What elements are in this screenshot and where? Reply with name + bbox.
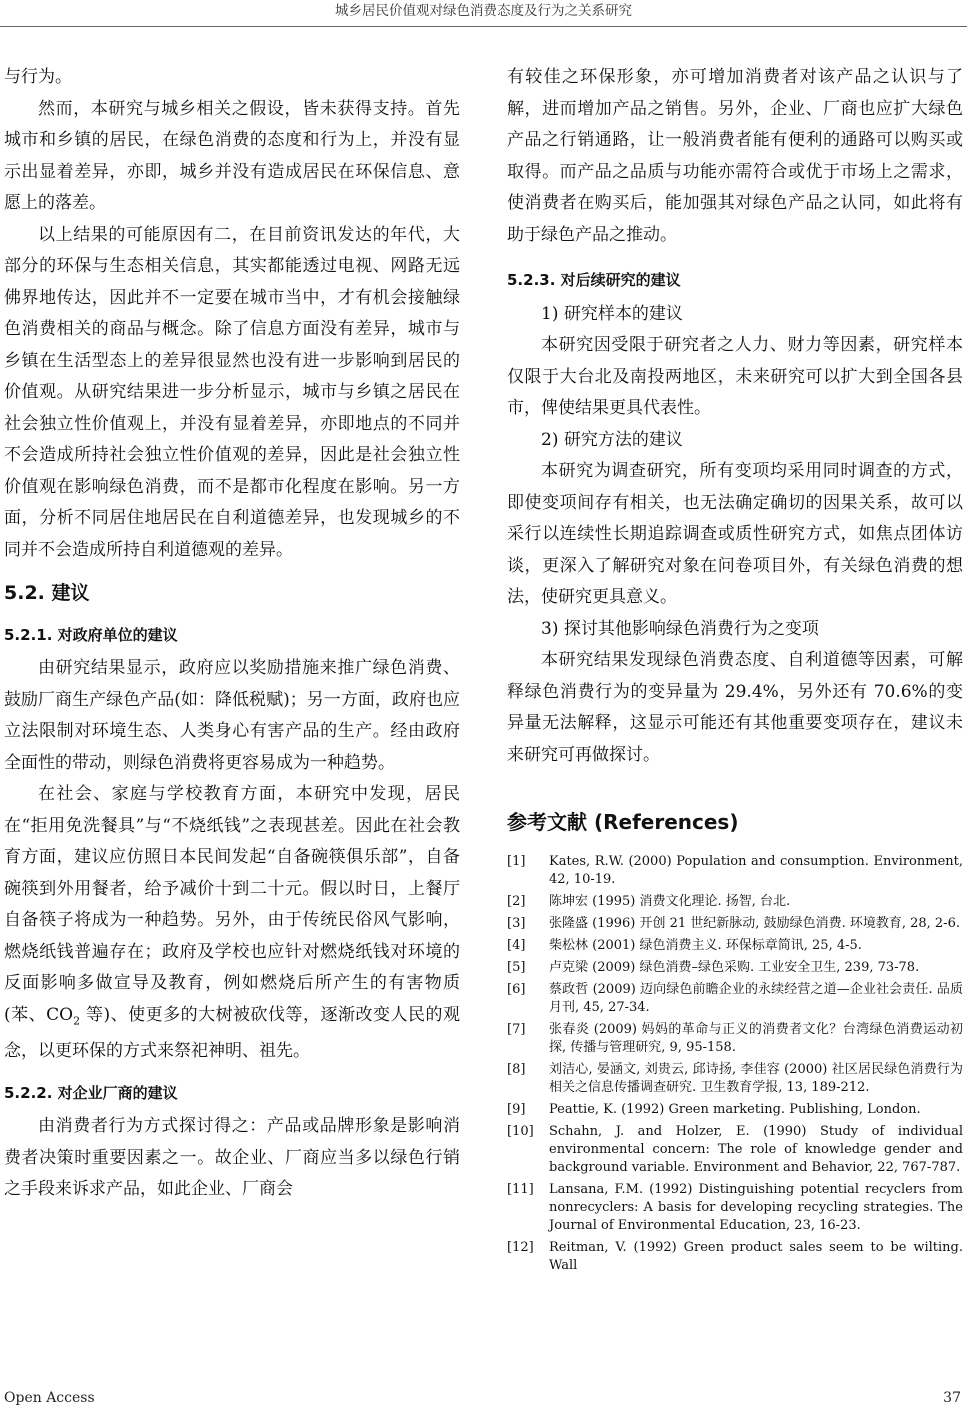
list-subheading: 2) 研究方法的建议	[541, 429, 683, 450]
reference-text: 张隆盛 (1996) 开创 21 世纪新脉动, 鼓励绿色消费. 环境教育, 28, 2-6.	[549, 915, 960, 931]
reference-item	[507, 853, 963, 889]
subsection-heading: 5.2.2. 对企业厂商的建议	[4, 1083, 178, 1102]
paragraph: 然而，本研究与城乡相关之假设，皆未获得支持。首先城市和乡镇的居民，在绿色消费的态度和行为上，并没有显示出显着差异，亦即，城乡并没有造成居民在环保信息、意愿上的落差。	[4, 98, 460, 213]
reference-item	[507, 893, 963, 911]
section-heading: 5.2. 建议	[4, 582, 90, 604]
reference-number: [4]	[507, 937, 526, 953]
reference-text: 陈坤宏 (1995) 消费文化理论. 扬智, 台北.	[549, 893, 791, 909]
reference-number: [6]	[507, 981, 526, 997]
reference-number: [11]	[507, 1181, 534, 1197]
formula-co: CO	[46, 1004, 74, 1025]
reference-item	[507, 1181, 963, 1235]
reference-text: Kates, R.W. (2000) Population and consumption. Environment, 42, 10-19.	[549, 853, 963, 887]
reference-number: [10]	[507, 1123, 534, 1139]
reference-number: [2]	[507, 893, 526, 909]
paragraph-text-tail: 等)、使更多的大树被砍伐等，逐渐改变人民的观念，以更环保的方式来祭祀神明、祖先。	[4, 1004, 460, 1062]
reference-text: Schahn, J. and Holzer, E. (1990) Study of individual environmental concern: The role of knowledge gender and background variable. Environment and Behavior, 22, 767-787.	[549, 1123, 963, 1175]
reference-list	[507, 853, 963, 1275]
paragraph: 本研究为调查研究，所有变项均采用同时调查的方式，即使变项间存有相关，也无法确定确切的因果关系，故可以采行以连续性长期追踪调查或质性研究方式，如焦点团体访谈，更深入了解研究对象在问卷项目外，有关绿色消费的想法，使研究更具意义。	[507, 461, 963, 607]
reference-item	[507, 1061, 963, 1097]
reference-number: [8]	[507, 1061, 526, 1077]
paragraph-text: 在社会、家庭与学校教育方面，本研究中发现，居民在“拒用免洗餐具”与“不烧纸钱”之表现甚差。因此在社会教育方面，建议应仿照日本民间发起“自备碗筷俱乐部”，自备碗筷到外用餐者，给予减价十到二十元。假以时日，上餐厅自备筷子将成为一种趋势。另外，由于传统民俗风气影响，燃烧纸钱普遍存在；政府及学校也应针对燃烧纸钱对环境的反面影响多做宣导及教育，例如燃烧后所产生的有害物质(苯、	[4, 784, 460, 1025]
left-column	[4, 62, 460, 1206]
reference-number: [1]	[507, 853, 526, 869]
subsection-heading: 5.2.1. 对政府单位的建议	[4, 625, 178, 644]
reference-item	[507, 1239, 963, 1275]
running-header	[0, 0, 967, 27]
paragraph: 由研究结果显示，政府应以奖励措施来推广绿色消费、鼓励厂商生产绿色产品(如：降低税赋)；另一方面，政府也应立法限制对环境生态、人类身心有害产品的生产。经由政府全面性的带动，则绿色消费将更容易成为一种趋势。	[4, 658, 460, 773]
reference-item	[507, 1021, 963, 1057]
header-title: 城乡居民价值观对绿色消费态度及行为之关系研究	[335, 3, 632, 19]
reference-item	[507, 915, 963, 933]
reference-text: 张春炎 (2009) 妈妈的革命与正义的消费者文化？台湾绿色消费运动初探, 传播与管理研究, 9, 95-158.	[549, 1021, 963, 1055]
reference-text: Peattie, K. (1992) Green marketing. Publishing, London.	[549, 1101, 921, 1117]
reference-text: Lansana, F.M. (1992) Distinguishing potential recyclers from nonrecyclers: A basis for developing recycling strategies. The Journal of Environmental Education, 23, 16-23.	[549, 1181, 963, 1233]
reference-number: [7]	[507, 1021, 526, 1037]
list-subheading: 1) 研究样本的建议	[541, 303, 683, 324]
references-title: 参考文献 (References)	[507, 810, 739, 834]
right-column	[507, 62, 963, 1279]
paragraph: 有较佳之环保形象，亦可增加消费者对该产品之认识与了解，进而增加产品之销售。另外，企业、厂商也应扩大绿色产品之行销通路，让一般消费者能有便利的通路可以购买或取得。而产品之品质与功能亦需符合或优于市场上之需求，使消费者在购买后，能加强其对绿色产品之认同，如此将有助于绿色产品之推动。	[507, 67, 963, 245]
formula-subscript: 2	[73, 1013, 81, 1027]
reference-text: 刘洁心, 晏涵文, 刘贵云, 邱诗扬, 李佳容 (2000) 社区居民绿色消费行为相关之信息传播调查研究. 卫生教育学报, 13, 189-212.	[549, 1061, 963, 1095]
paragraph: 以上结果的可能原因有二，在目前资讯发达的年代，大部分的环保与生态相关信息，其实都能透过电视、网路无远佛界地传达，因此并不一定要在城市当中，才有机会接触绿色消费相关的商品与概念。除了信息方面没有差异，城市与乡镇在生活型态上的差异很显然也没有进一步影响到居民的价值观。从研究结果进一步分析显示，城市与乡镇之居民在社会独立性价值观上，并没有显着差异，亦即地点的不同并不会造成所持社会独立性价值观的差异，因此是社会独立性价值观在影响绿色消费，而不是都市化程度在影响。另一方面，分析不同居住地居民在自利道德差异，也发现城乡的不同并不会造成所持自利道德观的差异。	[4, 224, 460, 560]
paragraph: 由消费者行为方式探讨得之：产品或品牌形象是影响消费者决策时重要因素之一。故企业、厂商应当多以绿色行销之手段来诉求产品，如此企业、厂商会	[4, 1116, 460, 1200]
reference-item	[507, 959, 963, 977]
paragraph: 与行为。	[4, 67, 72, 87]
list-subheading: 3) 探讨其他影响绿色消费行为之变项	[541, 618, 819, 639]
reference-text: 柴松林 (2001) 绿色消费主义. 环保标章简讯, 25, 4-5.	[549, 937, 862, 953]
reference-item	[507, 1101, 963, 1119]
reference-item	[507, 937, 963, 955]
paragraph: 本研究结果发现绿色消费态度、自利道德等因素，可解释绿色消费行为的变异量为 29.4%，另外还有 70.6%的变异量无法解释，这显示可能还有其他重要变项存在，建议未来研究可再做探讨。	[507, 650, 963, 765]
reference-text: 蔡政哲 (2009) 迈向绿色前瞻企业的永续经营之道—企业社会责任. 品质月刊, 45, 27-34.	[549, 981, 963, 1015]
reference-text: 卢克梁 (2009) 绿色消费–绿色采购. 工业安全卫生, 239, 73-78.	[549, 959, 920, 975]
footer-open-access: Open Access	[4, 1390, 95, 1406]
paragraph	[4, 779, 460, 1068]
reference-item	[507, 981, 963, 1017]
reference-number: [9]	[507, 1101, 526, 1117]
reference-number: [12]	[507, 1239, 534, 1255]
reference-item	[507, 1123, 963, 1177]
paragraph: 本研究因受限于研究者之人力、财力等因素，研究样本仅限于大台北及南投两地区，未来研究可以扩大到全国各县市，俾使结果更具代表性。	[507, 335, 963, 418]
reference-number: [3]	[507, 915, 526, 931]
reference-text: Reitman, V. (1992) Green product sales seem to be wilting. Wall	[549, 1239, 963, 1273]
reference-number: [5]	[507, 959, 526, 975]
subsection-heading: 5.2.3. 对后续研究的建议	[507, 271, 681, 289]
page-number: 37	[943, 1390, 961, 1406]
